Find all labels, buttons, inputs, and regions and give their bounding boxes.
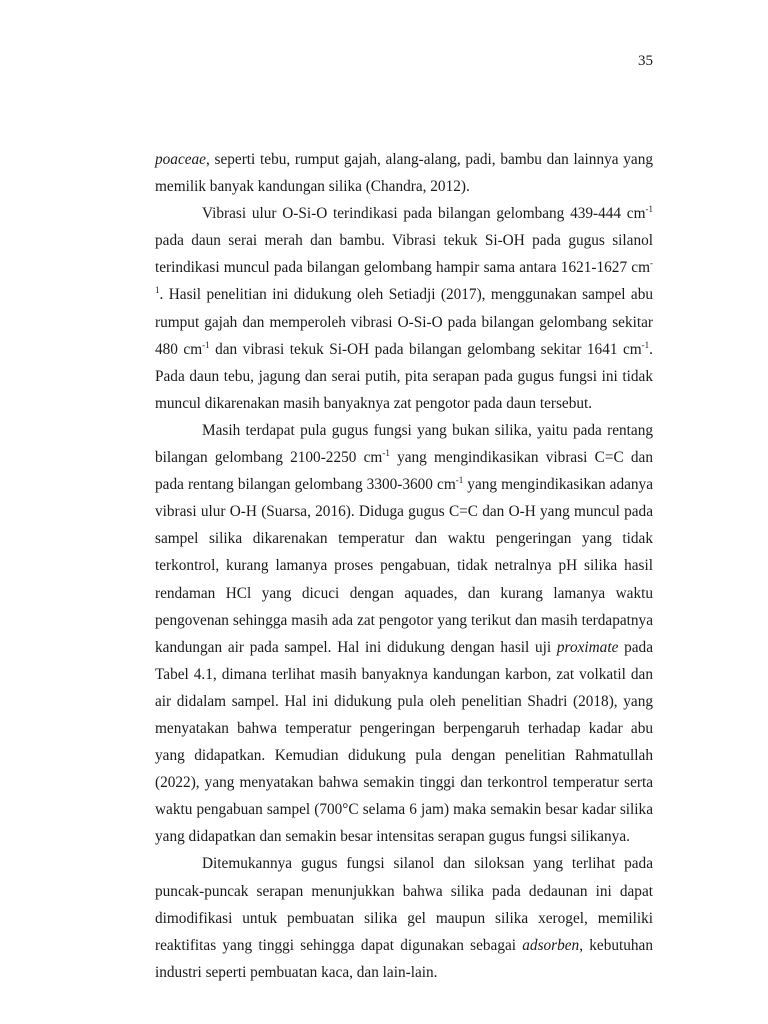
superscript: -1 — [641, 339, 650, 350]
paragraph-2 — [155, 200, 653, 417]
body-text — [155, 146, 653, 986]
text-run: pada daun serai merah dan bambu. Vibrasi tekuk Si-OH pada gugus silanol terindikasi muncul pada bilangan gelombang hampir sama antara 1621-1627 cm — [155, 232, 653, 277]
italic-term: poaceae — [155, 151, 206, 168]
text-run: Ditemukannya gugus fungsi silanol dan siloksan yang terlihat pada puncak-puncak serapan menunjukkan bahwa silika pada dedaunan ini dapat dimodifikasi untuk pembuatan silika gel maupun silika xerogel, memiliki reaktifitas yang tinggi sehingga dapat digunakan sebagai — [155, 855, 653, 954]
text-run: yang mengindikasikan vibrasi C=C dan pada rentang bilangan gelombang 3300-3600 cm — [155, 449, 653, 494]
text-run: Vibrasi ulur O-Si-O terindikasi pada bilangan gelombang 439-444 cm — [202, 205, 646, 223]
superscript: -1 — [645, 204, 653, 215]
superscript: -1 — [455, 475, 464, 486]
superscript: -1 — [382, 448, 390, 459]
text-run: pada Tabel 4.1, dimana terlihat masih banyaknya kandungan karbon, zat volkatil dan air didalam sampel. Hal ini didukung pula oleh penelitian Shadri (2018), yang menyatakan bahwa temperatur pengeringan berpengaruh terhadap kadar abu yang didapatkan. Kemudian didukung pula dengan penelitian Rahmatullah (2022), yang menyatakan bahwa semakin tinggi dan terkontrol temperatur serta waktu pengabuan sampel (700°C selama 6 jam) maka semakin besar kadar silika yang didapatkan dan semakin besar intensitas serapan gugus fungsi silikanya. — [155, 638, 653, 846]
superscript: -1 — [155, 258, 653, 296]
page-number: 35 — [638, 53, 653, 69]
text-run: yang mengindikasikan adanya vibrasi ulur O-H (Suarsa, 2016). Diduga gugus C=C dan O-H yang muncul pada sampel silika dikarenakan temperatur dan waktu pengeringan yang tidak terkontrol, kurang lamanya proses pengabuan, tidak netralnya pH silika hasil rendaman HCl yang dicuci dengan aquades, dan kurang lamanya waktu pengovenan sehingga masih ada zat pengotor yang terikut dan masih terdapatnya kandungan air pada sampel. Hal ini didukung dengan hasil uji — [155, 476, 653, 656]
text-run: . Pada daun tebu, jagung dan serai putih, pita serapan pada gugus fungsi ini tidak muncul dikarenakan masih banyaknya zat pengotor pada daun tersebut. — [155, 340, 653, 412]
text-run: dan vibrasi tekuk Si-OH pada bilangan gelombang sekitar 1641 cm — [209, 340, 642, 358]
italic-term: proximate — [556, 638, 619, 656]
paragraph-4 — [155, 850, 653, 985]
text-run: , kebutuhan industri seperti pembuatan kaca, dan lain-lain. — [155, 936, 653, 981]
paragraph-1 — [155, 146, 653, 200]
text-run: , seperti tebu, rumput gajah, alang-alang, padi, bambu dan lainnya yang memilik banyak kandungan silika (Chandra, 2012). — [155, 151, 653, 196]
paragraph-3 — [155, 417, 653, 851]
italic-term: adsorben — [522, 936, 580, 954]
text-run: Masih terdapat pula gugus fungsi yang bukan silika, yaitu pada rentang bilangan gelombang 2100-2250 cm — [155, 421, 653, 467]
text-run: . Hasil penelitian ini didukung oleh Setiadji (2017), menggunakan sampel abu rumput gajah dan memperoleh vibrasi O-Si-O pada bilangan gelombang sekitar 480 cm — [155, 286, 653, 358]
superscript: -1 — [202, 339, 210, 350]
